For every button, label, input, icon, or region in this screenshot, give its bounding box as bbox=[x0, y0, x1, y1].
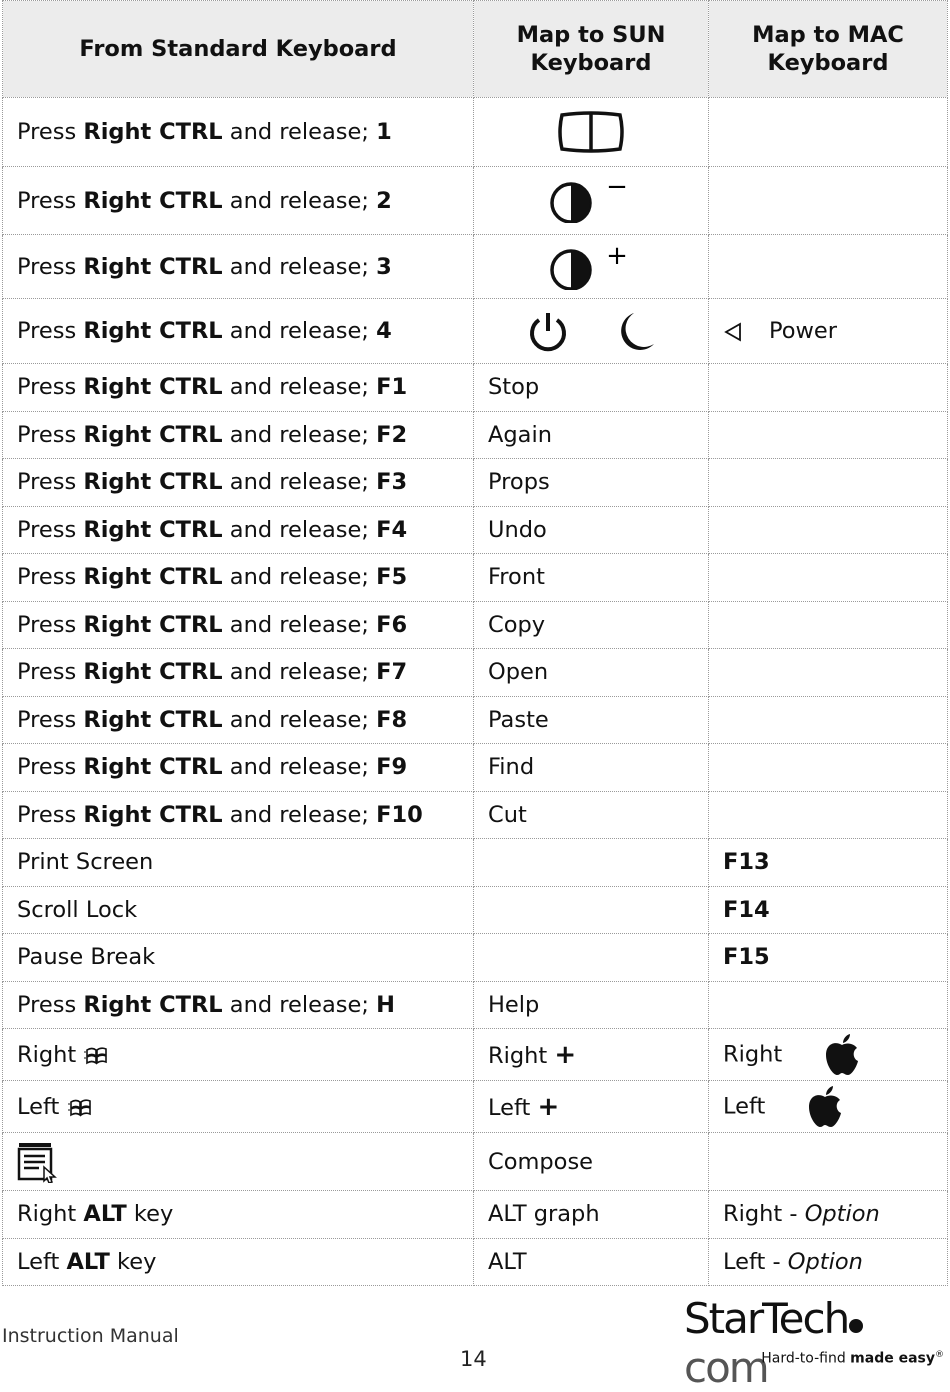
table-row bbox=[3, 601, 948, 649]
sun-cell bbox=[474, 934, 709, 982]
sun-cell: ALT graph bbox=[474, 1191, 709, 1239]
std-cell: Press Right CTRL and release; F5 bbox=[3, 554, 474, 602]
windows-logo-icon bbox=[67, 1096, 93, 1118]
mac-cell: F15 bbox=[709, 934, 948, 982]
sun-cell: Find bbox=[474, 744, 709, 792]
sun-cell bbox=[474, 98, 709, 167]
table-row bbox=[3, 886, 948, 934]
mac-cell: Left bbox=[709, 1081, 948, 1133]
sun-cell bbox=[474, 299, 709, 364]
power-icon bbox=[526, 309, 570, 353]
table-row bbox=[3, 1029, 948, 1081]
mac-cell: Left - Option bbox=[709, 1238, 948, 1286]
header-standard: From Standard Keyboard bbox=[3, 1, 474, 98]
table-row bbox=[3, 839, 948, 887]
mac-cell bbox=[709, 601, 948, 649]
sun-cell: Open bbox=[474, 649, 709, 697]
plus-sign: + bbox=[537, 1091, 560, 1122]
header-sun: Map to SUN Keyboard bbox=[474, 1, 709, 98]
sun-cell: Compose bbox=[474, 1133, 709, 1191]
sun-cell: Props bbox=[474, 459, 709, 507]
svg-text:+: + bbox=[606, 243, 628, 271]
sun-cell: Stop bbox=[474, 364, 709, 412]
startech-logo: StarTechcom Hard-to-find made easy® bbox=[684, 1294, 944, 1392]
logo-tagline: Hard-to-find made easy® bbox=[761, 1350, 944, 1367]
sun-cell bbox=[474, 167, 709, 235]
mac-cell bbox=[709, 364, 948, 412]
sun-cell bbox=[474, 839, 709, 887]
sun-cell: Undo bbox=[474, 506, 709, 554]
sun-cell: Left + bbox=[474, 1081, 709, 1133]
mac-cell bbox=[709, 696, 948, 744]
svg-text:−: − bbox=[606, 178, 628, 202]
mac-cell: Right - Option bbox=[709, 1191, 948, 1239]
key-mapping-table bbox=[2, 0, 948, 1286]
std-cell: Press Right CTRL and release; F1 bbox=[3, 364, 474, 412]
table-row bbox=[3, 364, 948, 412]
mac-cell: F13 bbox=[709, 839, 948, 887]
mac-cell bbox=[709, 506, 948, 554]
sun-cell: Right + bbox=[474, 1029, 709, 1081]
std-cell: Print Screen bbox=[3, 839, 474, 887]
table-row bbox=[3, 981, 948, 1029]
table-row bbox=[3, 1191, 948, 1239]
table-row bbox=[3, 167, 948, 235]
apple-logo-icon bbox=[822, 1033, 862, 1077]
std-cell: Press Right CTRL and release; F3 bbox=[3, 459, 474, 507]
context-menu-icon bbox=[17, 1141, 57, 1183]
mac-cell bbox=[709, 744, 948, 792]
std-cell: Press Right CTRL and release; 1 bbox=[3, 98, 474, 167]
sun-cell: Again bbox=[474, 411, 709, 459]
page-number: 14 bbox=[460, 1347, 487, 1371]
table-row bbox=[3, 696, 948, 744]
std-cell: Press Right CTRL and release; 3 bbox=[3, 235, 474, 299]
mac-cell bbox=[709, 235, 948, 299]
table-row bbox=[3, 506, 948, 554]
table-row bbox=[3, 744, 948, 792]
sun-cell: Front bbox=[474, 554, 709, 602]
mac-cell bbox=[709, 98, 948, 167]
std-cell: Press Right CTRL and release; F7 bbox=[3, 649, 474, 697]
mac-cell bbox=[709, 981, 948, 1029]
table-row bbox=[3, 459, 948, 507]
table-row bbox=[3, 1238, 948, 1286]
table-row bbox=[3, 934, 948, 982]
std-cell: Right ALT key bbox=[3, 1191, 474, 1239]
plus-sign: + bbox=[554, 1039, 577, 1070]
mac-cell bbox=[709, 459, 948, 507]
table-row bbox=[3, 791, 948, 839]
contrast-decrease-icon bbox=[549, 179, 633, 223]
std-cell: Press Right CTRL and release; F2 bbox=[3, 411, 474, 459]
std-cell bbox=[3, 1133, 474, 1191]
table-row bbox=[3, 554, 948, 602]
mac-cell bbox=[709, 1133, 948, 1191]
table-row bbox=[3, 1133, 948, 1191]
table-row bbox=[3, 98, 948, 167]
mac-cell: Right bbox=[709, 1029, 948, 1081]
sun-cell: Help bbox=[474, 981, 709, 1029]
windows-logo-icon bbox=[83, 1044, 109, 1066]
table-row bbox=[3, 649, 948, 697]
table-row bbox=[3, 1081, 948, 1133]
std-cell: Left ALT key bbox=[3, 1238, 474, 1286]
sun-cell: ALT bbox=[474, 1238, 709, 1286]
sun-cell: Copy bbox=[474, 601, 709, 649]
std-cell: Pause Break bbox=[3, 934, 474, 982]
std-cell: Press Right CTRL and release; F9 bbox=[3, 744, 474, 792]
contrast-increase-icon bbox=[549, 244, 633, 290]
std-cell: Press Right CTRL and release; 2 bbox=[3, 167, 474, 235]
mac-cell bbox=[709, 554, 948, 602]
sun-cell bbox=[474, 235, 709, 299]
std-cell: Press Right CTRL and release; F10 bbox=[3, 791, 474, 839]
std-cell: Press Right CTRL and release; F6 bbox=[3, 601, 474, 649]
sun-cell: Cut bbox=[474, 791, 709, 839]
sun-screen-toggle-icon bbox=[556, 109, 626, 155]
std-cell: Right bbox=[3, 1029, 474, 1081]
mac-cell bbox=[709, 167, 948, 235]
mac-cell: F14 bbox=[709, 886, 948, 934]
mac-cell bbox=[709, 411, 948, 459]
footer-manual-label: Instruction Manual bbox=[2, 1325, 179, 1347]
sun-cell: Paste bbox=[474, 696, 709, 744]
std-cell: Scroll Lock bbox=[3, 886, 474, 934]
mac-cell: Power bbox=[709, 299, 948, 364]
apple-logo-icon bbox=[805, 1085, 845, 1129]
std-cell: Press Right CTRL and release; F8 bbox=[3, 696, 474, 744]
std-cell: Press Right CTRL and release; F4 bbox=[3, 506, 474, 554]
std-cell: Press Right CTRL and release; H bbox=[3, 981, 474, 1029]
sun-cell bbox=[474, 886, 709, 934]
triangle-left-icon bbox=[723, 321, 743, 343]
std-cell: Left bbox=[3, 1081, 474, 1133]
table-row bbox=[3, 411, 948, 459]
mac-cell bbox=[709, 791, 948, 839]
mac-cell bbox=[709, 649, 948, 697]
moon-sleep-icon bbox=[616, 310, 656, 352]
table-row bbox=[3, 235, 948, 299]
header-mac: Map to MAC Keyboard bbox=[709, 1, 948, 98]
std-cell: Press Right CTRL and release; 4 bbox=[3, 299, 474, 364]
table-row bbox=[3, 299, 948, 364]
